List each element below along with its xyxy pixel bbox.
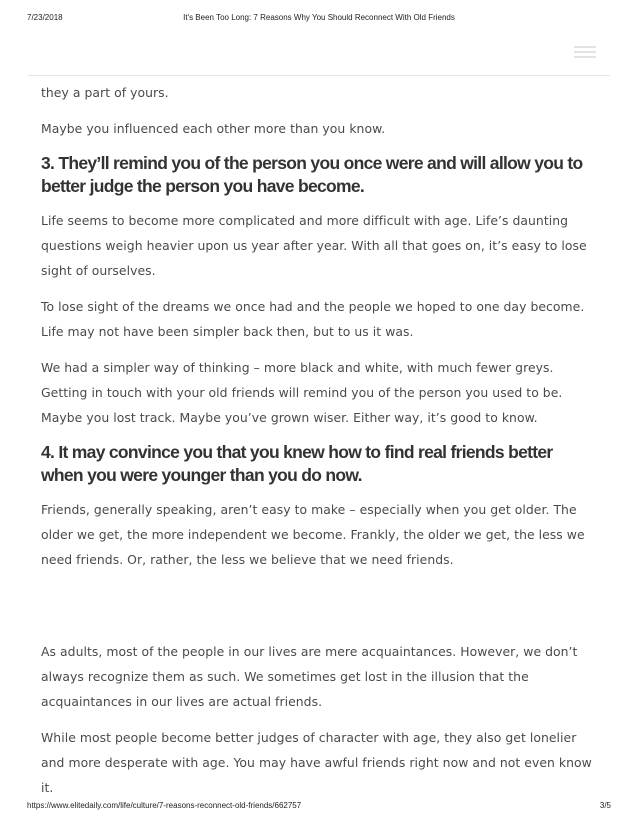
content-gap xyxy=(41,583,597,639)
article-paragraph: As adults, most of the people in our lives are mere acquaintances. However, we don’t always recognize them as such. We sometimes get lost in the illusion that the acquaintances in our lives are actual friends. xyxy=(41,644,578,709)
article-body xyxy=(41,80,597,811)
print-date: 7/23/2018 xyxy=(27,13,63,22)
article-paragraph: they a part of yours. xyxy=(41,85,169,100)
article-paragraph: To lose sight of the dreams we once had and the people we hoped to one day become. Life may not have been simpler back then, but to us it was. xyxy=(41,299,585,339)
article-paragraph: Life seems to become more complicated and more difficult with age. Life’s daunting questions weigh heavier upon us year after year. With all that goes on, it’s easy to lose sight of ourselves. xyxy=(41,213,587,278)
print-header xyxy=(27,13,611,25)
section-heading-4: 4. It may convince you that you knew how to find real friends better when you were younger than you do now. xyxy=(41,442,553,485)
section-heading-3: 3. They’ll remind you of the person you once were and will allow you to better judge the person you have become. xyxy=(41,153,583,196)
print-footer xyxy=(27,801,611,813)
article-paragraph: While most people become better judges of character with age, they also get lonelier and more desperate with age. You may have awful friends right now and not even know it. xyxy=(41,730,592,795)
page-number: 3/5 xyxy=(599,801,611,810)
hamburger-menu-icon[interactable] xyxy=(574,46,596,60)
site-header xyxy=(28,28,610,76)
article-paragraph: Maybe you influenced each other more than you know. xyxy=(41,121,386,136)
article-paragraph: Friends, generally speaking, aren’t easy to make – especially when you get older. The older we get, the more independent we become. Frankly, the older we get, the less we need friends. Or, rather, the less we believe that we need friends. xyxy=(41,502,585,567)
print-url: https://www.elitedaily.com/life/culture/7-reasons-reconnect-old-friends/662757 xyxy=(27,801,302,810)
print-document-title: It's Been Too Long: 7 Reasons Why You Should Reconnect With Old Friends xyxy=(183,13,455,22)
article-paragraph: We had a simpler way of thinking – more black and white, with much fewer greys. Getting in touch with your old friends will remind you of the person you used to be. Maybe you lost track. Maybe you’ve grown wiser. Either way, it’s good to know. xyxy=(41,360,563,425)
